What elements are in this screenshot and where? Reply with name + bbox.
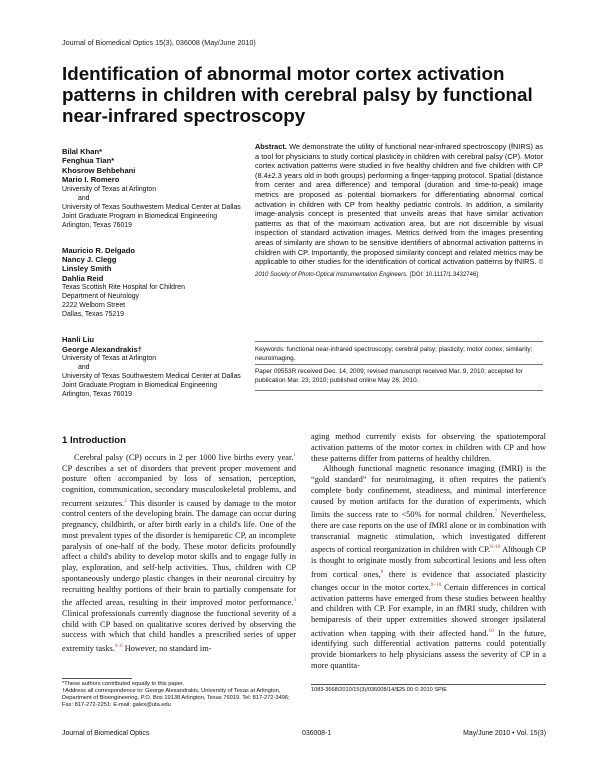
affiliation-line: and [78, 364, 90, 372]
affiliation-line: University of Texas at Arlington [62, 185, 157, 193]
footnote: *These authors contributed equally to this paper. [62, 681, 185, 687]
author-name: Bilal Khan* [62, 147, 103, 156]
paragraph [62, 450, 296, 655]
divider [255, 364, 543, 365]
citation[interactable]: 9–18 [430, 582, 442, 589]
citation[interactable]: 2 [124, 497, 127, 504]
citation[interactable]: 4–6 [114, 643, 123, 650]
abstract [255, 142, 543, 280]
text-run: Certain differences in cortical activation patterns have emerged from these studies between healthy and children with CP. For example, in an fMRI study, children with hemiparesis of their upper extremities showed stronger ipsilateral activation when tapping with their affected hand. [311, 582, 546, 638]
citation[interactable]: 7 [494, 509, 498, 516]
text-run: Clinical professionals currently diagnose the functional severity of a child with CP based on qualitative scores derived by observing the success with which that child handles a prescribed series of upper extremity tasks. [62, 608, 296, 653]
footer-journal: Journal of Biomedical Optics [62, 730, 150, 737]
affiliation-line: 2222 Welborn Street [62, 302, 126, 310]
author-name: Mario I. Romero [62, 175, 120, 185]
author-group-2 [62, 246, 242, 320]
citation[interactable]: 8–18 [490, 544, 501, 551]
citation[interactable]: 1 [293, 452, 296, 458]
affiliation-line: and [78, 194, 90, 202]
affiliation-line: Dallas, Texas 75219 [62, 311, 124, 319]
citation[interactable]: 10 [488, 627, 494, 634]
authors-column [62, 147, 242, 415]
affiliation-line: University of Texas Southwestern Medical Center at Dallas [62, 203, 241, 211]
paper-title: Identification of abnormal motor cortex activation patterns in children with cerebral palsy by functional near-infrared spectroscopy [62, 63, 533, 126]
divider [255, 390, 543, 391]
author-name: Khosrow Behbehani [62, 165, 136, 175]
author-group-3 [62, 335, 242, 399]
affiliation-line: University of Texas at Arlington [62, 355, 157, 363]
footnote: †Address all correspondence to: George Alexandrakis, University of Texas at Arlington, Department of Bioengineering, P.O. Box 19138 Arlington, Texas 76019. Tel: 817-272-3496; Fax: 817-272-2251; E-mail: galex@uta.edu [62, 688, 290, 709]
page-footer [62, 730, 546, 740]
footer-page-number: 036008-1 [302, 730, 332, 737]
citation[interactable]: 3 [293, 597, 296, 604]
footnotes [62, 681, 300, 709]
body-column-left [62, 450, 296, 655]
footnote-divider [62, 678, 132, 679]
affiliation-line: Department of Neurology [62, 293, 139, 301]
affiliation-line: University of Texas Southwestern Medical Center at Dallas [62, 373, 241, 381]
text-run: Nevertheless, there are case reports on the use of fMRI alone or in combination with transcranial magnetic stimulation, which investigated different aspects of cortical reorganization in children with CP. [311, 510, 546, 555]
author-name: Fenghua Tian* [62, 156, 115, 166]
text-run: Although CP is thought to originate mostly from subcortical lesions and less often from cortical ones, [311, 545, 546, 579]
running-header: Journal of Biomedical Optics 15(3), 036008 (May/June 2010) [62, 38, 256, 47]
text-run: Although functional magnetic resonance imaging (fMRI) is the “gold standard” for neuroimaging, it often requires the patient's complete body confinement, steadiness, and minimal interference caused by motion artifacts for the duration of experiments, which limits the success rate to <50% for normal children. [311, 464, 546, 520]
divider [255, 341, 543, 342]
affiliation-line: Arlington, Texas 76019 [62, 391, 132, 399]
author-name: Dahlia Reid [62, 273, 104, 283]
citation[interactable]: 8 [380, 568, 384, 575]
text-run: CP describes a set of disorders that prevent proper movement and posture often accompanied by loss of sensation, perception, cognition, communication, secondary musculoskeletal problems, and recurrent seizures. [62, 463, 296, 508]
body-column-right [311, 432, 546, 672]
text-run: However, no standard im- [122, 643, 212, 653]
affiliation-line: Arlington, Texas 76019 [62, 221, 132, 229]
affiliation-line: Joint Graduate Program in Biomedical Engineering [62, 212, 218, 220]
text-run: In the future, identifying such differential activation patterns could potentially provide biomarkers to help physicians assess the severity of CP in a more quantita- [311, 628, 546, 670]
author-name: Mauricio R. Delgado [62, 245, 135, 255]
issn-line: 1083-3668/2010/15(3)/036008/14/$25.00 © 2010 SPIE [311, 687, 447, 693]
paragraph [311, 464, 546, 671]
affiliation-line: Texas Scottish Rite Hospital for Children [62, 284, 185, 292]
author-name: Linsley Smith [62, 264, 112, 274]
author-name: Hanli Liu [62, 335, 95, 345]
abstract-label: Abstract. [255, 142, 287, 151]
paragraph: aging method currently exists for observing the spatiotemporal activation patterns of the motor cortex in children with CP and how these patterns differ from patterns of healthy children. [311, 432, 546, 463]
text-run: Cerebral palsy (CP) occurs in 2 per 1000 live births every year. [74, 452, 294, 462]
section-heading: 1 Introduction [62, 435, 126, 446]
abstract-text: We demonstrate the utility of functional near-infrared spectroscopy (fNIRS) as a tool for physicians to study cortical plasticity in children with cerebral palsy (CP). Motor cortex activation patterns were studied in five healthy children and five children with CP (8.4±2.3 years old in both groups) performing a finger-tapping protocol. Spatial (distance from center and area difference) and temporal (duration and time-to-peak) image metrics are proposed as potential biomarkers for differentiating abnormal cortical activation in children with CP from healthy pediatric controls. In addition, a similarity image-analysis concept is presented that unveils areas that have similar activation patterns as that of the maximum activation area, but are not discernible by visual inspection of standard activation images. Metrics derived from the images presenting areas of similarity are shown to be sensitive identifiers of abnormal activation patterns in children with CP. Importantly, the proposed similarity concept and related metrics may be applicable to other studies for the identification of cortical activation patterns by fNIRS. [255, 142, 543, 267]
doi: [DOI: 10.1117/1.3432746] [409, 271, 478, 278]
text-run: This disorder is caused by damage to the motor control centers of the developing brain. The damage can occur during pregnancy, childbirth, or after birth early in a child's life. One of the most prevalent types of the disorder is hemiparetic CP, an incomplete paralysis of one-half of the body. These motor deficits profoundly affect a child's ability to develop motor skills and to engage fully in play, exploration, and self-help activities. Thus, children with CP spontaneously undergo plastic changes in their neuronal circuitry by recruiting healthy portions of their brain to partially compensate for the affected areas, resulting in their improved motor performance. [62, 498, 296, 608]
keywords: Keywords: functional near-infrared spectroscopy; cerebral palsy; plasticity; motor cortex; similarity; neuroimaging. [255, 346, 533, 362]
author-group-1 [62, 147, 242, 230]
copyright-notice: © 2010 Society of Photo-Optical Instrumentation Engineers. [255, 260, 543, 278]
publication-history: Paper 09553R received Dec. 14, 2009; revised manuscript received Mar. 9, 2010; accepted for publication Mar. 23, 2010; published online May 26, 2010. [255, 368, 523, 384]
affiliation-line: Joint Graduate Program in Biomedical Engineering [62, 382, 218, 390]
issn-divider [311, 684, 546, 685]
author-name: George Alexandrakis† [62, 344, 142, 354]
author-name: Nancy J. Clegg [62, 255, 117, 265]
footer-issue: May/June 2010 • Vol. 15(3) [463, 730, 546, 737]
text-run: there is evidence that associated plasticity changes occur in the motor cortex. [311, 569, 546, 592]
